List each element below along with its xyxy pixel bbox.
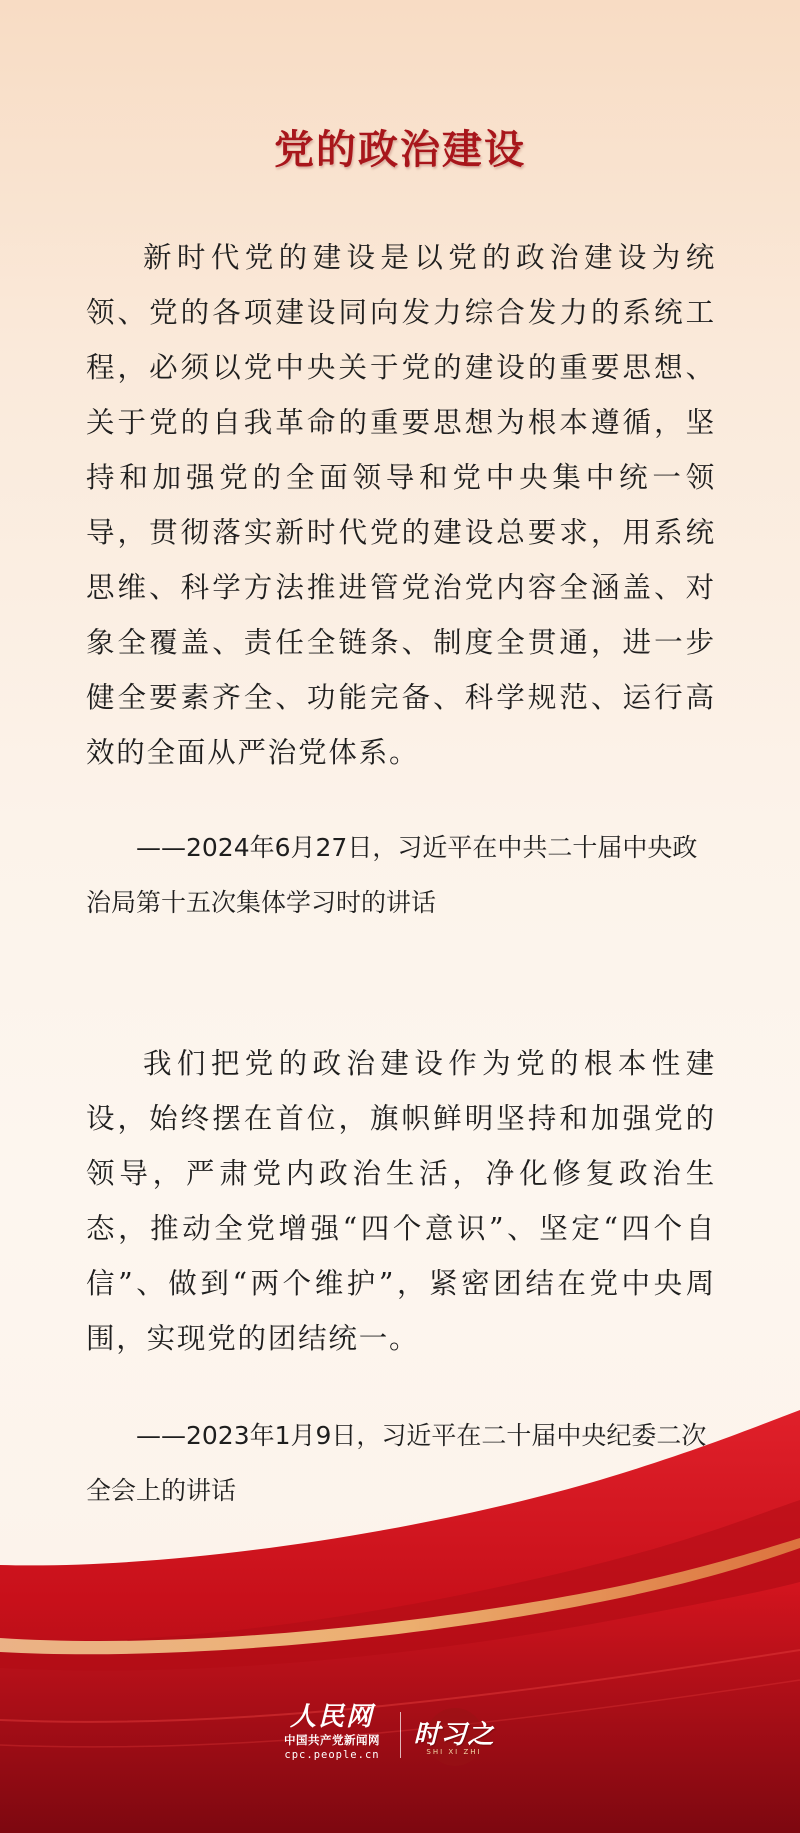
quote-source: ——2023年1月9日，习近平在二十届中央纪委二次全会上的讲话 [86,1421,707,1505]
people-cn-logo[interactable] [270,1702,394,1772]
quote-text: 新时代党的建设是以党的政治建设为统领、党的各项建设同向发力综合发力的系统工程，必须以党中央关于党的建设的重要思想、关于党的自我革命的重要思想为根本遵循，坚持和加强党的全面领导和党中央集中统一领导，贯彻落实新时代党的建设总要求，用系统思维、科学方法推进管党治党内容全涵盖、对象全覆盖、责任全链条、制度全贯通，进一步健全要素齐全、功能完备、科学规范、运行高效的全面从严治党体系。 [86,241,716,769]
shi-xi-zhi-logo[interactable] [404,1706,504,1766]
quote-source: ——2024年6月27日，习近平在中共二十届中央政治局第十五次集体学习时的讲话 [86,833,698,917]
people-cn-subtitle: 中国共产党新闻网 [284,1733,380,1747]
footer-logos [0,1702,800,1782]
quote-text: 我们把党的政治建设作为党的根本性建设，始终摆在首位，旗帜鲜明坚持和加强党的领导，严肃党内政治生活，净化修复政治生态，推动全党增强“四个意识”、坚定“四个自信”、做到“两个维护”，紧密团结在党中央周围，实现党的团结统一。 [86,1047,716,1355]
people-cn-wordmark: 人民网 [289,1702,374,1732]
xi-logo-subtitle: SHI XI ZHI [426,1748,482,1756]
people-cn-url: cpc.people.cn [284,1749,380,1761]
page-title: 党的政治建设 [274,127,526,173]
logo-divider [400,1712,401,1758]
xi-logo-wordmark: 时习之 [413,1720,495,1750]
